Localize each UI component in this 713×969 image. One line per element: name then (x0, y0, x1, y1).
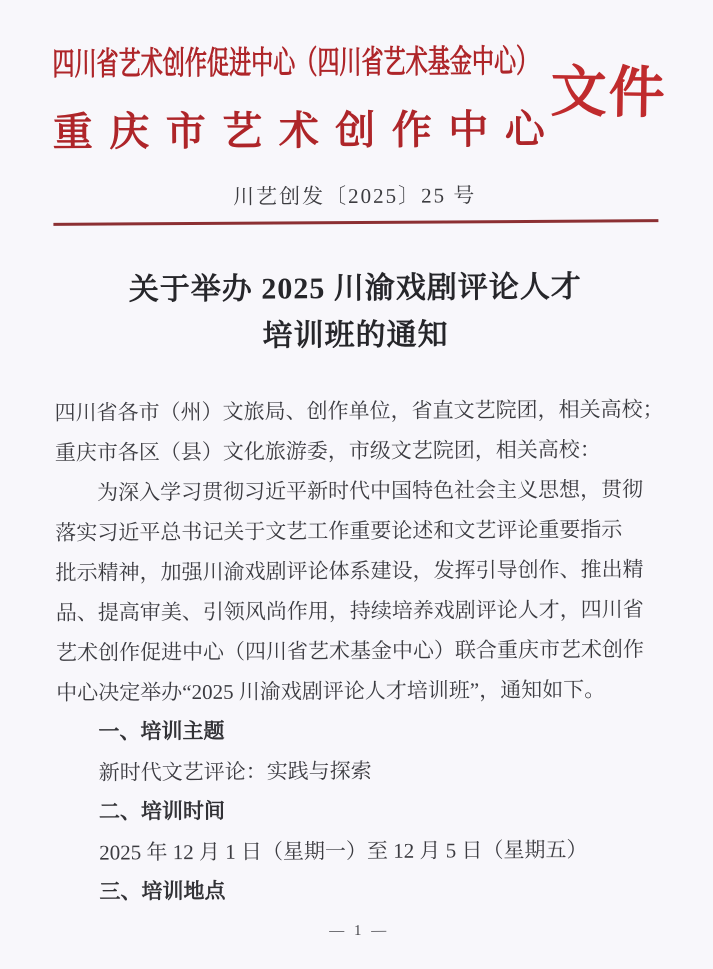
org-name-secondary: 重庆市艺术创作中心 (52, 106, 545, 155)
addressee-line: 重庆市各区（县）文化旅游委，市级文艺院团，相关高校： (54, 437, 601, 465)
section-heading-training-venue: 三、培训地点 (99, 879, 226, 904)
page-number: — 1 — (329, 922, 390, 940)
training-theme-value: 新时代文艺评论：实践与探索 (98, 758, 372, 785)
red-divider-line (53, 219, 658, 226)
addressee-line: 四川省各市（州）文旅局、创作单位，省直文艺院团，相关高校； (54, 397, 664, 425)
document-title-line-2: 培训班的通知 (262, 318, 449, 353)
letterhead (0, 0, 711, 156)
document-reference-number: 川艺创发〔2025〕25 号 (233, 183, 477, 209)
paragraph-line: 落实习近平总书记关于文艺工作重要论述和文艺评论重要指示 (55, 517, 623, 545)
paragraph-line: 品、提高审美、引领风尚作用，持续培养戏剧评论人才，四川省 (55, 597, 644, 625)
paragraph-line: 为深入学习贯彻习近平新时代中国特色社会主义思想，贯彻 (96, 477, 644, 505)
document-type-label: 文件 (550, 61, 668, 126)
issuing-organizations (52, 39, 545, 156)
document-title-line-1: 关于举办 2025 川渝戏剧评论人才 (128, 270, 582, 307)
paragraph-line: 批示精神，加强川渝戏剧评论体系建设，发挥引导创作、推出精 (55, 557, 644, 585)
paragraph-line: 艺术创作促进中心（四川省艺术基金中心）联合重庆市艺术创作 (55, 637, 645, 665)
paragraph-line: 中心决定举办“2025 川渝戏剧评论人才培训班”，通知如下。 (56, 677, 606, 705)
document-title (0, 263, 712, 361)
org-name-primary: 四川省艺术创作促进中心（四川省艺术基金中心） (52, 42, 539, 82)
section-heading-training-theme: 一、培训主题 (98, 719, 225, 744)
document-body (54, 389, 665, 913)
section-heading-training-time: 二、培训时间 (98, 799, 226, 824)
training-time-value: 2025 年 12 月 1 日（星期一）至 12 月 5 日（星期五） (99, 837, 588, 865)
